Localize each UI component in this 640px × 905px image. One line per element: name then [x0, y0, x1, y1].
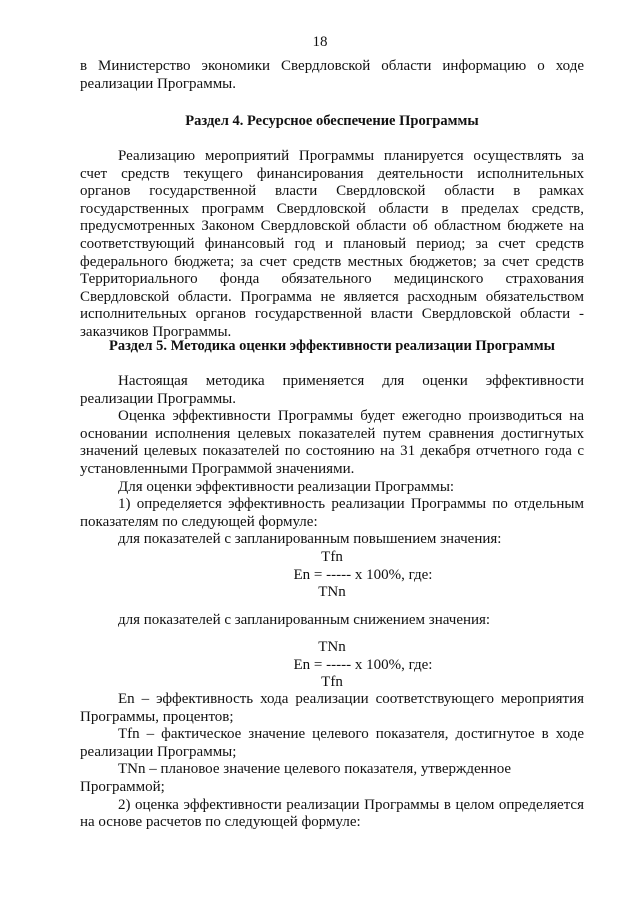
- definitions-block: [80, 691, 584, 832]
- increase-indicator-label: для показателей с запланированным повышением значения:: [118, 531, 502, 548]
- methodology-paragraph-1: Настоящая методика применяется для оценки эффективности реализации Программы.: [80, 373, 584, 407]
- page-number: 18: [312, 34, 328, 50]
- definition-en: En – эффективность хода реализации соответствующего мероприятия Программы, процентов;: [80, 691, 584, 725]
- formula-1-numerator: Tfn: [321, 548, 343, 565]
- definition-tfn: Tfn – фактическое значение целевого показателя, достигнутое в ходе реализации Программы;: [80, 726, 584, 760]
- formula-1-denominator: TNn: [318, 584, 346, 601]
- methodology-paragraph-7: 2) оценка эффективности реализации Программы в целом определяется на основе расчетов по следующей формуле:: [80, 796, 584, 831]
- formula-2-expression: En = ----- x 100%, где:: [293, 656, 433, 673]
- formula-1-expression: En = ----- x 100%, где:: [293, 566, 433, 583]
- definition-tnn: TNn – плановое значение целевого показателя, утвержденное Программой;: [80, 761, 512, 795]
- section-5-heading: Раздел 5. Методика оценки эффективности реализации Программы: [108, 338, 555, 354]
- intro-block: [80, 58, 584, 93]
- methodology-paragraph-2: Оценка эффективности Программы будет ежегодно производиться на основании исполнения целевых показателей путем сравнения достигнутых значений целевых показателей по состоянию на 31 декабря отчетного года с установленными Программой значениями.: [80, 408, 584, 477]
- methodology-paragraph-4: 1) определяется эффективность реализации Программы по отдельным показателям по следующей формуле:: [80, 496, 584, 530]
- intro-line-1: в Министерство экономики Свердловской области информацию о ходе: [80, 58, 584, 74]
- formula-decrease: [80, 639, 584, 692]
- formula-2-numerator: TNn: [318, 639, 346, 655]
- formula-increase: [80, 549, 584, 602]
- section-5-body: [80, 373, 584, 602]
- section-4-heading: Раздел 4. Ресурсное обеспечение Программы: [185, 113, 479, 129]
- decrease-indicator-label: для показателей с запланированным снижением значения:: [118, 612, 491, 628]
- section-4-paragraph: Реализацию мероприятий Программы планируется осуществлять за счет средств текущего финансирования деятельности исполнительных органов государственной власти Свердловской области в рамках государственных программ Свердловской области в пределах средств, предусмотренных Законом Свердловской области об областном бюджете на соответствующий финансовый год и плановый период; за счет средств федерального бюджета; за счет средств местных бюджетов; за счет средств Территориального фонда обязательного медицинского страхования Свердловской области. Программа не является расходным обязательством исполнительных органов государственной власти Свердловской области - заказчиков Программы.: [80, 148, 584, 340]
- formula-2-denominator: Tfn: [321, 674, 343, 691]
- methodology-paragraph-3: Для оценки эффективности реализации Программы:: [118, 478, 455, 495]
- intro-line-2: реализации Программы.: [80, 75, 237, 92]
